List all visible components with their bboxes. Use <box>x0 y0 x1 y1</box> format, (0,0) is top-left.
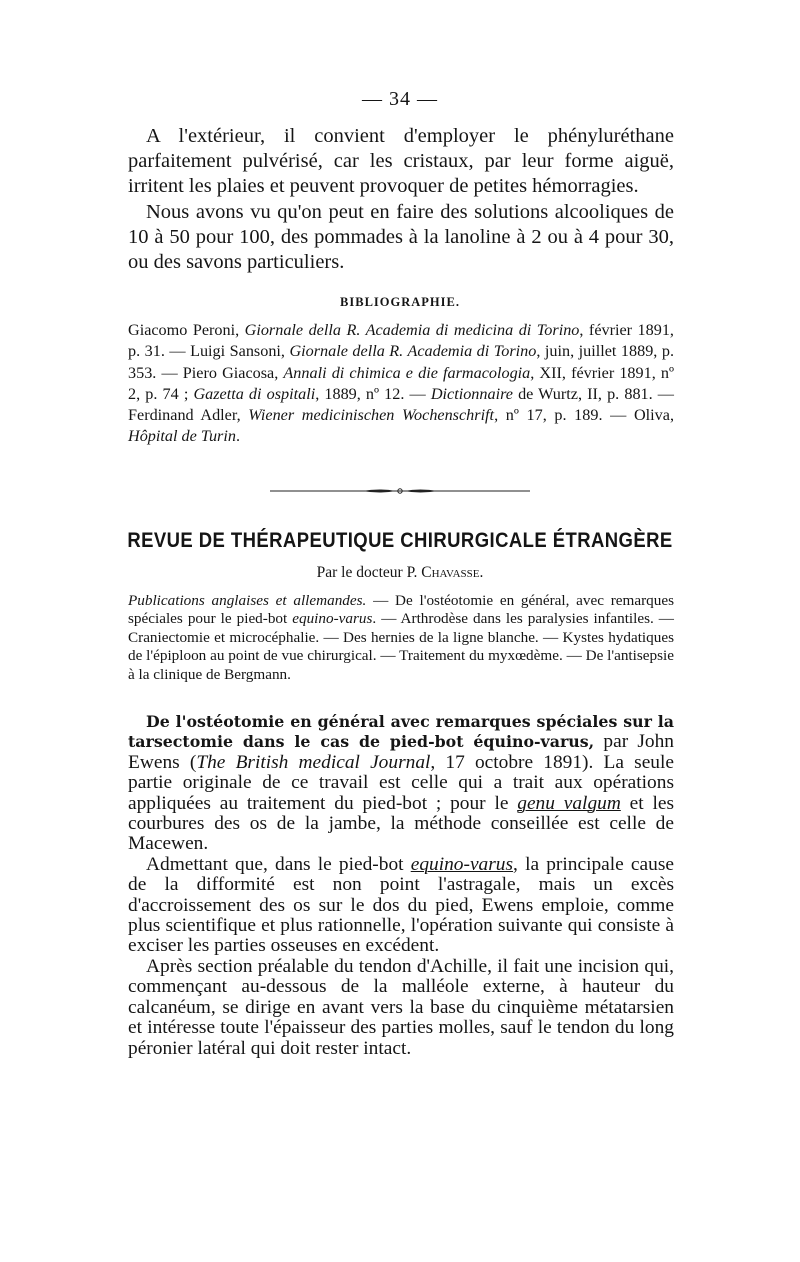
publications-summary <box>128 592 674 684</box>
biblio-journal: Wiener medicinischen Wochenschrift <box>248 406 495 425</box>
article-text: genu valgum <box>517 792 621 814</box>
article-paragraph <box>128 855 674 957</box>
summary-text: equino-varus <box>292 610 373 628</box>
biblio-journal: Giornale della R. Academia di medicina di Torino <box>244 321 580 339</box>
biblio-text: , 1889, nº 12. — <box>315 384 431 403</box>
biblio-text: , XII, février 1891, nº 2, p. 74 ; <box>128 363 675 403</box>
article-title: De l'ostéotomie en général avec remarques spéciales sur la tarsectomie dans le cas de pied-bot équino-varus, <box>128 712 674 752</box>
summary-heading: Publications anglaises et allemandes. <box>128 592 367 609</box>
article-text: La seule partie originale de ce travail est celle qui a trait aux opérations appliquées au traitement du pied-bot ; pour le <box>128 751 674 814</box>
article-date: , 17 octobre 1891). <box>430 751 594 773</box>
page-number: — 34 — <box>362 88 438 110</box>
biblio-journal: Giornale della R. Academia di Torino <box>289 342 537 361</box>
article-text: et les courbures des os de la jambe, la méthode conseillée est celle de Macewen. <box>128 792 674 855</box>
paragraph: Nous avons vu qu'on peut en faire des solutions alcooliques de 10 à 50 pour 100, des pommades à la lanoline à 2 ou à 4 pour 30, ou des savons particuliers. <box>128 200 674 274</box>
article-body <box>128 712 674 1059</box>
biblio-text: . <box>235 427 240 446</box>
biblio-journal: Gazetta di ospitali <box>193 384 316 403</box>
biblio-text: de Wurtz, II, p. 881. — Ferdinand Adler, <box>128 384 674 425</box>
biblio-journal: Hôpital de Turin <box>128 427 236 446</box>
author-prefix: Par le docteur P. <box>316 564 422 581</box>
biblio-journal: Annali di chimica e die farmacologia <box>283 363 531 382</box>
article-journal: The British medical Journal <box>196 751 431 773</box>
section-author <box>0 564 800 582</box>
ornamental-divider <box>270 488 530 494</box>
article-text: , la principale cause de la difformité est non point l'astragale, mais un excès d'accroissement des os sur le dos du pied, Ewens emploie, comme plus scientifique et plus rationnelle, l'opération suivante qui consiste à exciser les parties osseuses en excédent. <box>128 853 674 957</box>
article-author: par John Ewens ( <box>128 731 675 773</box>
article-text: equino-varus <box>410 853 514 875</box>
biblio-journal: Dictionnaire <box>430 384 513 403</box>
intro-text <box>128 124 674 275</box>
author-name: Chavasse <box>421 564 480 581</box>
section-title: REVUE DE THÉRAPEUTIQUE CHIRURGICALE ÉTRANGÈRE <box>127 528 673 552</box>
bibliography-heading: BIBLIOGRAPHIE. <box>340 295 460 309</box>
biblio-text: Giacomo Peroni, <box>128 321 245 339</box>
biblio-text: , février 1891, p. 31. — Luigi Sansoni, <box>128 321 674 361</box>
paragraph: A l'extérieur, il convient d'employer le phényluréthane parfaitement pulvérisé, car les cristaux, par leur forme aiguë, irritent les plaies et peuvent provoquer de petites hémorragies. <box>128 125 674 198</box>
biblio-text: , juin, juillet 1889, p. 353. — Piero Giacosa, <box>128 342 674 382</box>
summary-text: . — Arthrodèse dans les paralysies infantiles. — Craniectomie et microcéphalie. — Des hernies de la ligne blanche. — Kystes hydatiques de l'épiploon au point de vue chirurgical. — Traitement du myxœdème. — De l'antisepsie à la clinique de Bergmann. <box>128 610 674 683</box>
summary-text: — De l'ostéotomie en général, avec remarques spéciales pour le pied-bot <box>128 592 674 628</box>
bibliography-text <box>128 320 674 448</box>
article-paragraph <box>128 712 674 855</box>
article-text: Admettant que, dans le pied-bot <box>146 853 411 875</box>
biblio-text: , nº 17, p. 189. — Oliva, <box>494 406 675 425</box>
author-suffix: . <box>479 564 484 581</box>
article-paragraph: Après section préalable du tendon d'Achille, il fait une incision qui, commençant au-dessous de la malléole externe, à hauteur du calcanéum, se dirige en avant vers la base du cinquième métatarsien et intéresse toute l'épaisseur des parties molles, sauf le tendon du long péronier latéral qui doit rester intact. <box>128 955 674 1059</box>
